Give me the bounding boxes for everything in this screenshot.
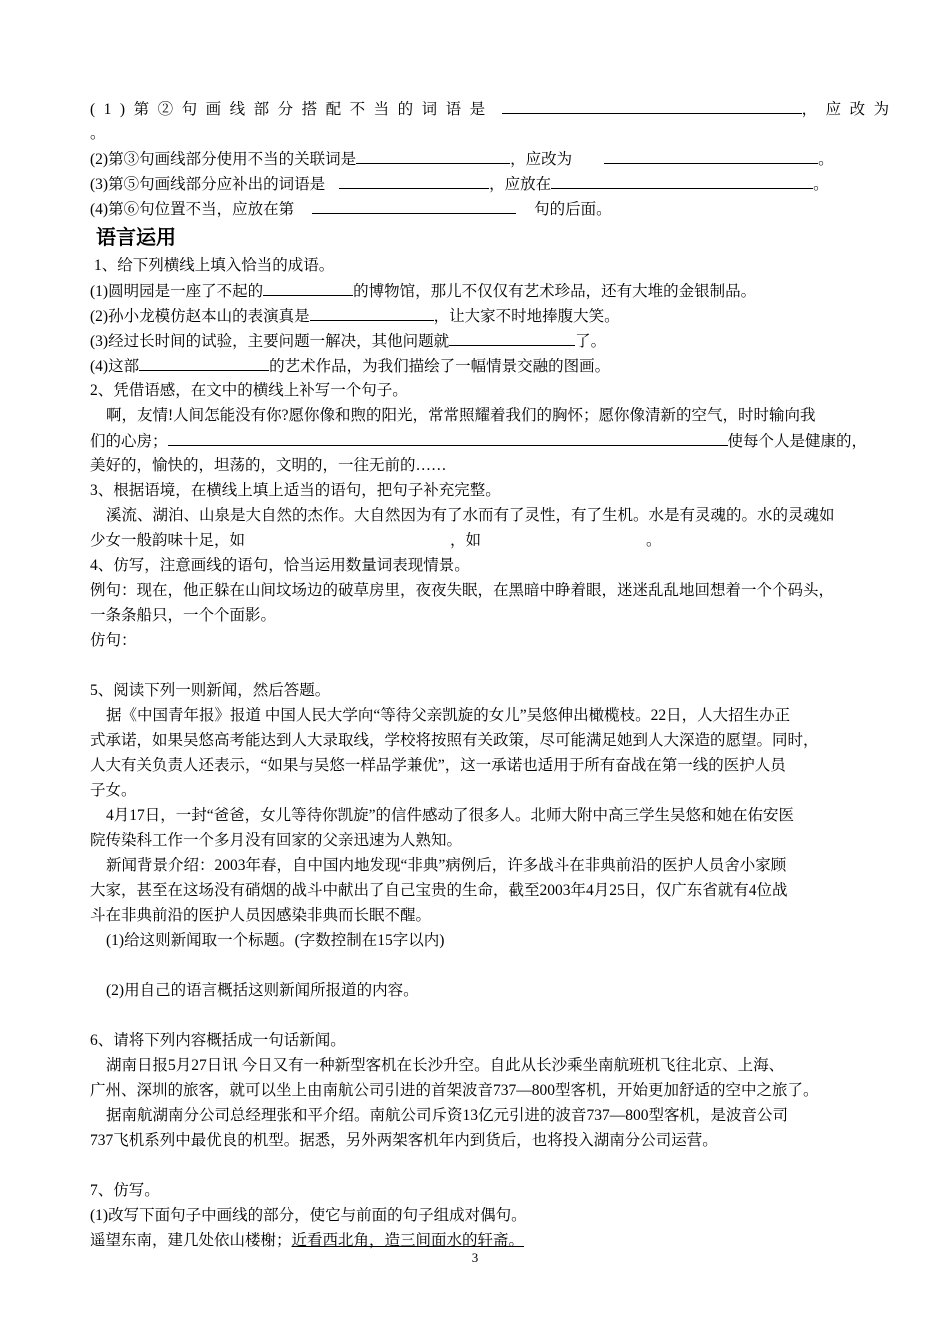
q5-news-line: 据《中国青年报》报道 中国人民大学向“等待父亲凯旋的女儿”吴悠伸出橄榄枝。22日，人大招生办正 xyxy=(106,707,791,724)
part-a-question-4: (4)第⑥句位置不当，应放在第 句的后面。 xyxy=(90,196,870,221)
q5-sub-question-2: (2)用自己的语言概括这则新闻所报道的内容。 xyxy=(106,982,419,999)
q5-news-line: 大家，甚至在这场没有硝烟的战斗中献出了自己宝贵的生命，截至2003年4月25日，仅广东省就有4位战 xyxy=(90,882,788,899)
q4-example-1: 例句：现在，他正躲在山间坟场边的破草房里，夜夜失眠，在黑暗中睁着眼，迷迷乱乱地回想着一个个码头， xyxy=(90,582,835,599)
q7-title: 7、仿写。 xyxy=(90,1182,160,1199)
answer-blank[interactable] xyxy=(312,196,516,214)
q1-item-1: (1)圆明园是一座了不起的 的博物馆，那儿不仅仅有艺术珍品，还有大堆的金银制品。 xyxy=(90,278,870,303)
q2-line-3: 美好的，愉快的，坦荡的，文明的，一往无前的…… xyxy=(90,457,447,474)
part-a-question-1-end: 。 xyxy=(90,125,106,142)
q6-title: 6、请将下列内容概括成一句话新闻。 xyxy=(90,1032,346,1049)
answer-blank[interactable] xyxy=(263,278,353,296)
part-a-question-2: (2)第③句画线部分使用不当的关联词是 ，应改为 。 xyxy=(90,146,870,171)
page-number: 3 xyxy=(471,1250,479,1265)
q5-title: 5、阅读下列一则新闻，然后答题。 xyxy=(90,682,331,699)
q5-news-line: 斗在非典前沿的医护人员因感染非典而长眠不醒。 xyxy=(90,907,432,924)
q3-line-2: 少女一般韵味十足，如 ，如 。 xyxy=(90,532,662,549)
q6-news-line: 广州、深圳的旅客，就可以坐上由南航公司引进的首架波音737—800型客机，开始更加舒适的空中之旅了。 xyxy=(90,1082,819,1099)
part-a-question-1: (1)第②句画线部分搭配不当的词语是 ，应改为 xyxy=(90,96,870,121)
q3-line-1: 溪流、湖泊、山泉是大自然的杰作。大自然因为有了水而有了灵性，有了生机。水是有灵魂的。水的灵魂如 xyxy=(106,507,835,524)
answer-blank[interactable] xyxy=(449,328,575,346)
q2-title: 2、凭借语感，在文中的横线上补写一个句子。 xyxy=(90,382,408,399)
q4-title: 4、仿写，注意画线的语句，恰当运用数量词表现情景。 xyxy=(90,557,470,574)
q5-news-line: 4月17日，一封“爸爸，女儿等待你凯旋”的信件感动了很多人。北师大附中高三学生吴悠和她在佑安医 xyxy=(106,807,795,824)
q2-line-2: 们的心房； 使每个人是健康的， xyxy=(90,428,870,453)
answer-blank[interactable] xyxy=(168,428,728,446)
q5-news-line: 院传染科工作一个多月没有回家的父亲迅速为人熟知。 xyxy=(90,832,463,849)
answer-blank[interactable] xyxy=(604,146,818,164)
part-a-question-3: (3)第⑤句画线部分应补出的词语是 ，应放在 。 xyxy=(90,171,870,196)
q4-answer-label: 仿句： xyxy=(90,632,137,649)
q5-sub-question-1: (1)给这则新闻取一个标题。(字数控制在15字以内) xyxy=(106,932,445,949)
q7-sub-question-1: (1)改写下面句子中画线的部分，使它与前面的句子组成对偶句。 xyxy=(90,1207,527,1224)
answer-blank[interactable] xyxy=(339,171,489,189)
section-heading: 语言运用 xyxy=(96,227,176,249)
q7-couplet-line: 遥望东南，建几处依山楼榭；近看西北角，造三间面水的轩斋。 xyxy=(90,1232,525,1249)
answer-blank[interactable] xyxy=(551,171,813,189)
q2-line-1: 啊，友情!人间怎能没有你?愿你像和煦的阳光，常常照耀着我们的胸怀；愿你像清新的空气，时时输向我 xyxy=(106,407,816,424)
q4-example-2: 一条条船只，一个个面影。 xyxy=(90,607,277,624)
answer-blank[interactable] xyxy=(502,96,802,114)
q5-news-line: 新闻背景介绍：2003年春，自中国内地发现“非典”病例后，许多战斗在非典前沿的医护人员舍小家顾 xyxy=(106,857,787,874)
q3-title: 3、根据语境，在横线上填上适当的语句，把句子补充完整。 xyxy=(90,482,501,499)
answer-blank[interactable] xyxy=(356,146,510,164)
q6-news-line: 据南航湖南分公司总经理张和平介绍。南航公司斥资13亿元引进的波音737—800型客机，是波音公司 xyxy=(106,1107,789,1124)
answer-blank[interactable] xyxy=(310,303,434,321)
q1-title: 1、给下列横线上填入恰当的成语。 xyxy=(94,257,335,274)
q1-item-3: (3)经过长时间的试验，主要问题一解决，其他问题就 了。 xyxy=(90,328,870,353)
q1-item-4: (4)这部 的艺术作品，为我们描绘了一幅情景交融的图画。 xyxy=(90,353,870,378)
answer-blank[interactable] xyxy=(139,353,269,371)
q5-news-line: 式承诺，如果吴悠高考能达到人大录取线，学校将按照有关政策，尽可能满足她到人大深造的愿望。同时， xyxy=(90,732,819,749)
q6-news-line: 湖南日报5月27日讯 今日又有一种新型客机在长沙升空。自此从长沙乘坐南航班机飞往北京、上海、 xyxy=(106,1057,785,1074)
q6-news-line: 737飞机系列中最优良的机型。据悉，另外两架客机年内到货后，也将投入湖南分公司运营。 xyxy=(90,1132,718,1149)
underlined-phrase: 近看西北角，造三间面水的轩斋。 xyxy=(291,1232,525,1249)
q5-news-line: 子女。 xyxy=(90,782,137,799)
document-page xyxy=(90,96,898,1253)
q1-item-2: (2)孙小龙模仿赵本山的表演真是 ，让大家不时地捧腹大笑。 xyxy=(90,303,870,328)
q5-news-line: 人大有关负责人还表示，“如果与吴悠一样品学兼优”，这一承诺也适用于所有奋战在第一线的医护人员 xyxy=(90,757,786,774)
